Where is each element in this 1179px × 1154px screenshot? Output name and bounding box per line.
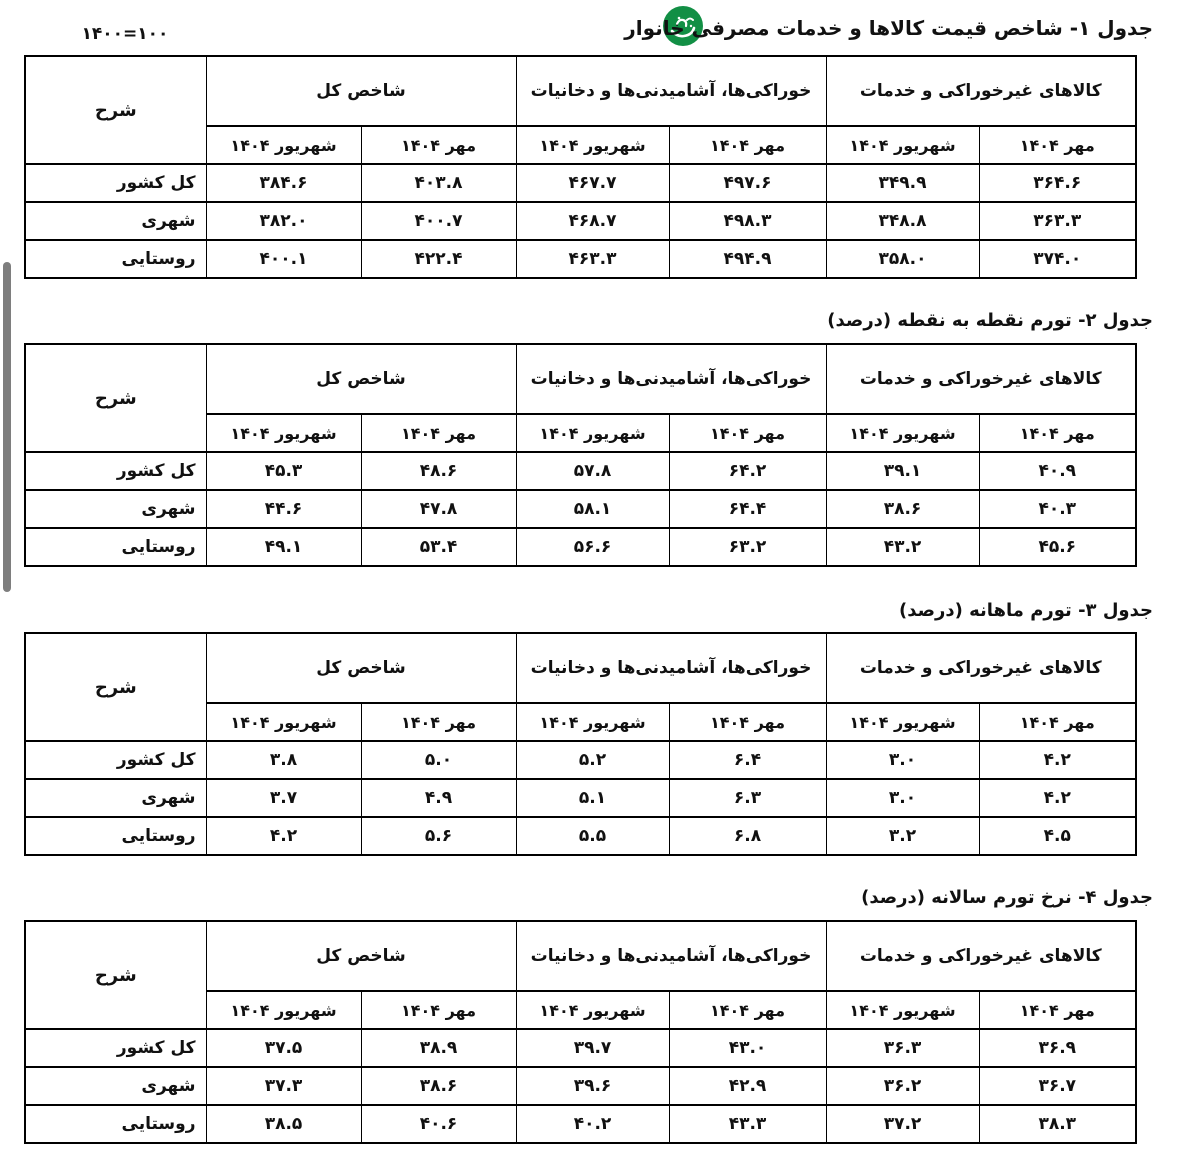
subheader-nonfood-shahrivar: شهریور ۱۴۰۴ [826, 991, 979, 1029]
row-label: روستایی [25, 1105, 206, 1143]
cell-value: ۴۳.۳ [669, 1105, 826, 1143]
cell-value: ۳۶.۷ [979, 1067, 1136, 1105]
cell-value: ۳۶۳.۳ [979, 202, 1136, 240]
cell-value: ۳۸.۶ [361, 1067, 516, 1105]
cell-value: ۳۸.۵ [206, 1105, 361, 1143]
cell-value: ۳۸.۶ [826, 490, 979, 528]
cell-value: ۴.۲ [206, 817, 361, 855]
column-group-total: شاخص کل [206, 56, 516, 126]
cell-value: ۶.۸ [669, 817, 826, 855]
column-group-total: شاخص کل [206, 633, 516, 703]
cell-value: ۴۰۳.۸ [361, 164, 516, 202]
column-group-nonfood: کالاهای غیرخوراکی و خدمات [826, 921, 1136, 991]
cell-value: ۴۷.۸ [361, 490, 516, 528]
cell-value: ۳۶۴.۶ [979, 164, 1136, 202]
table-row [25, 741, 1136, 779]
subheader-total-mehr: مهر ۱۴۰۴ [361, 703, 516, 741]
cell-value: ۴۰.۶ [361, 1105, 516, 1143]
cell-value: ۳۶.۲ [826, 1067, 979, 1105]
table-header-group-row [25, 633, 1136, 703]
cell-value: ۳۵۸.۰ [826, 240, 979, 278]
column-group-nonfood: کالاهای غیرخوراکی و خدمات [826, 56, 1136, 126]
subheader-food-shahrivar: شهریور ۱۴۰۴ [516, 703, 669, 741]
cell-value: ۴۲۲.۴ [361, 240, 516, 278]
cell-value: ۴۹۷.۶ [669, 164, 826, 202]
column-group-food: خوراکی‌ها، آشامیدنی‌ها و دخانیات [516, 56, 826, 126]
row-label: شهری [25, 202, 206, 240]
subheader-food-mehr: مهر ۱۴۰۴ [669, 126, 826, 164]
table-row [25, 1029, 1136, 1067]
cell-value: ۵.۰ [361, 741, 516, 779]
table-row [25, 164, 1136, 202]
cell-value: ۴۴.۶ [206, 490, 361, 528]
table-header-group-row [25, 344, 1136, 414]
table-row [25, 817, 1136, 855]
cell-value: ۳.۷ [206, 779, 361, 817]
table-row [25, 240, 1136, 278]
cell-value: ۵.۲ [516, 741, 669, 779]
cell-value: ۳۴۸.۸ [826, 202, 979, 240]
column-header-description: شرح [25, 344, 206, 452]
table-3-title: جدول ۳- تورم ماهانه (درصد) [899, 600, 1153, 621]
subheader-nonfood-shahrivar: شهریور ۱۴۰۴ [826, 703, 979, 741]
cell-value: ۳۸.۳ [979, 1105, 1136, 1143]
cell-value: ۳.۸ [206, 741, 361, 779]
cell-value: ۳۷.۵ [206, 1029, 361, 1067]
row-label: روستایی [25, 528, 206, 566]
cell-value: ۳۶.۳ [826, 1029, 979, 1067]
table-row [25, 779, 1136, 817]
subheader-total-mehr: مهر ۱۴۰۴ [361, 414, 516, 452]
subheader-nonfood-mehr: مهر ۱۴۰۴ [979, 126, 1136, 164]
table-header-group-row [25, 921, 1136, 991]
base-year-note: ۱۴۰۰=۱۰۰ [81, 24, 169, 44]
subheader-total-mehr: مهر ۱۴۰۴ [361, 991, 516, 1029]
row-label: شهری [25, 1067, 206, 1105]
cell-value: ۴۵.۳ [206, 452, 361, 490]
cell-value: ۶.۳ [669, 779, 826, 817]
column-header-description: شرح [25, 921, 206, 1029]
column-group-nonfood: کالاهای غیرخوراکی و خدمات [826, 344, 1136, 414]
column-header-description: شرح [25, 633, 206, 741]
cell-value: ۶۳.۲ [669, 528, 826, 566]
row-label: شهری [25, 779, 206, 817]
subheader-total-shahrivar: شهریور ۱۴۰۴ [206, 126, 361, 164]
cell-value: ۴۶۷.۷ [516, 164, 669, 202]
table-annual-inflation-rate [24, 920, 1137, 1144]
cell-value: ۴۲.۹ [669, 1067, 826, 1105]
row-label: کل کشور [25, 1029, 206, 1067]
cell-value: ۳۹.۶ [516, 1067, 669, 1105]
cell-value: ۴۵.۶ [979, 528, 1136, 566]
subheader-total-shahrivar: شهریور ۱۴۰۴ [206, 991, 361, 1029]
cell-value: ۳۹.۷ [516, 1029, 669, 1067]
table-row [25, 1067, 1136, 1105]
cell-value: ۴۸.۶ [361, 452, 516, 490]
cell-value: ۴۳.۰ [669, 1029, 826, 1067]
cell-value: ۵۷.۸ [516, 452, 669, 490]
cell-value: ۴۶۳.۳ [516, 240, 669, 278]
cell-value: ۵.۱ [516, 779, 669, 817]
subheader-nonfood-shahrivar: شهریور ۱۴۰۴ [826, 414, 979, 452]
column-group-food: خوراکی‌ها، آشامیدنی‌ها و دخانیات [516, 344, 826, 414]
column-group-total: شاخص کل [206, 921, 516, 991]
subheader-nonfood-mehr: مهر ۱۴۰۴ [979, 991, 1136, 1029]
cell-value: ۴.۲ [979, 779, 1136, 817]
row-label: شهری [25, 490, 206, 528]
subheader-total-mehr: مهر ۱۴۰۴ [361, 126, 516, 164]
cell-value: ۳۹.۱ [826, 452, 979, 490]
column-group-food: خوراکی‌ها، آشامیدنی‌ها و دخانیات [516, 921, 826, 991]
cell-value: ۳.۰ [826, 779, 979, 817]
cell-value: ۴۹.۱ [206, 528, 361, 566]
cell-value: ۳۷.۲ [826, 1105, 979, 1143]
cell-value: ۴۹۸.۳ [669, 202, 826, 240]
table-row [25, 1105, 1136, 1143]
cell-value: ۵.۶ [361, 817, 516, 855]
cell-value: ۴.۹ [361, 779, 516, 817]
subheader-total-shahrivar: شهریور ۱۴۰۴ [206, 414, 361, 452]
row-label: کل کشور [25, 452, 206, 490]
vertical-scrollbar-thumb[interactable] [3, 262, 11, 592]
subheader-total-shahrivar: شهریور ۱۴۰۴ [206, 703, 361, 741]
table-4-title: جدول ۴- نرخ تورم سالانه (درصد) [861, 887, 1153, 908]
table-row [25, 528, 1136, 566]
cell-value: ۳۷۴.۰ [979, 240, 1136, 278]
cell-value: ۴۰۰.۷ [361, 202, 516, 240]
cell-value: ۴۰.۲ [516, 1105, 669, 1143]
table-monthly-inflation [24, 632, 1137, 856]
cell-value: ۶۴.۴ [669, 490, 826, 528]
cell-value: ۶.۴ [669, 741, 826, 779]
table-header-group-row [25, 56, 1136, 126]
cell-value: ۳۶.۹ [979, 1029, 1136, 1067]
column-group-total: شاخص کل [206, 344, 516, 414]
cell-value: ۵.۵ [516, 817, 669, 855]
subheader-nonfood-shahrivar: شهریور ۱۴۰۴ [826, 126, 979, 164]
row-label: روستایی [25, 817, 206, 855]
cell-value: ۴۳.۲ [826, 528, 979, 566]
page-title: جدول ۱- شاخص قیمت کالاها و خدمات مصرفی خانوار [624, 16, 1153, 40]
row-label: کل کشور [25, 164, 206, 202]
subheader-food-shahrivar: شهریور ۱۴۰۴ [516, 414, 669, 452]
row-label: روستایی [25, 240, 206, 278]
cell-value: ۴۶۸.۷ [516, 202, 669, 240]
cell-value: ۳۸.۹ [361, 1029, 516, 1067]
column-group-food: خوراکی‌ها، آشامیدنی‌ها و دخانیات [516, 633, 826, 703]
cell-value: ۳۴۹.۹ [826, 164, 979, 202]
cell-value: ۵۶.۶ [516, 528, 669, 566]
column-group-nonfood: کالاهای غیرخوراکی و خدمات [826, 633, 1136, 703]
subheader-food-mehr: مهر ۱۴۰۴ [669, 703, 826, 741]
vertical-scrollbar-track[interactable] [0, 0, 14, 1154]
cell-value: ۴.۲ [979, 741, 1136, 779]
cell-value: ۳.۰ [826, 741, 979, 779]
cell-value: ۵۳.۴ [361, 528, 516, 566]
cell-value: ۴۰۰.۱ [206, 240, 361, 278]
table-2-title: جدول ۲- تورم نقطه به نقطه (درصد) [827, 310, 1153, 331]
subheader-food-shahrivar: شهریور ۱۴۰۴ [516, 126, 669, 164]
cell-value: ۳۸۲.۰ [206, 202, 361, 240]
table-row [25, 490, 1136, 528]
cell-value: ۳۸۴.۶ [206, 164, 361, 202]
cell-value: ۴۰.۹ [979, 452, 1136, 490]
cell-value: ۶۴.۲ [669, 452, 826, 490]
table-row [25, 202, 1136, 240]
table-price-index [24, 55, 1137, 279]
cell-value: ۳۷.۳ [206, 1067, 361, 1105]
cell-value: ۵۸.۱ [516, 490, 669, 528]
subheader-food-shahrivar: شهریور ۱۴۰۴ [516, 991, 669, 1029]
row-label: کل کشور [25, 741, 206, 779]
cell-value: ۴۹۴.۹ [669, 240, 826, 278]
subheader-nonfood-mehr: مهر ۱۴۰۴ [979, 414, 1136, 452]
cell-value: ۳.۲ [826, 817, 979, 855]
table-point-to-point-inflation [24, 343, 1137, 567]
cell-value: ۴۰.۳ [979, 490, 1136, 528]
cell-value: ۴.۵ [979, 817, 1136, 855]
subheader-food-mehr: مهر ۱۴۰۴ [669, 991, 826, 1029]
column-header-description: شرح [25, 56, 206, 164]
table-row [25, 452, 1136, 490]
subheader-nonfood-mehr: مهر ۱۴۰۴ [979, 703, 1136, 741]
subheader-food-mehr: مهر ۱۴۰۴ [669, 414, 826, 452]
